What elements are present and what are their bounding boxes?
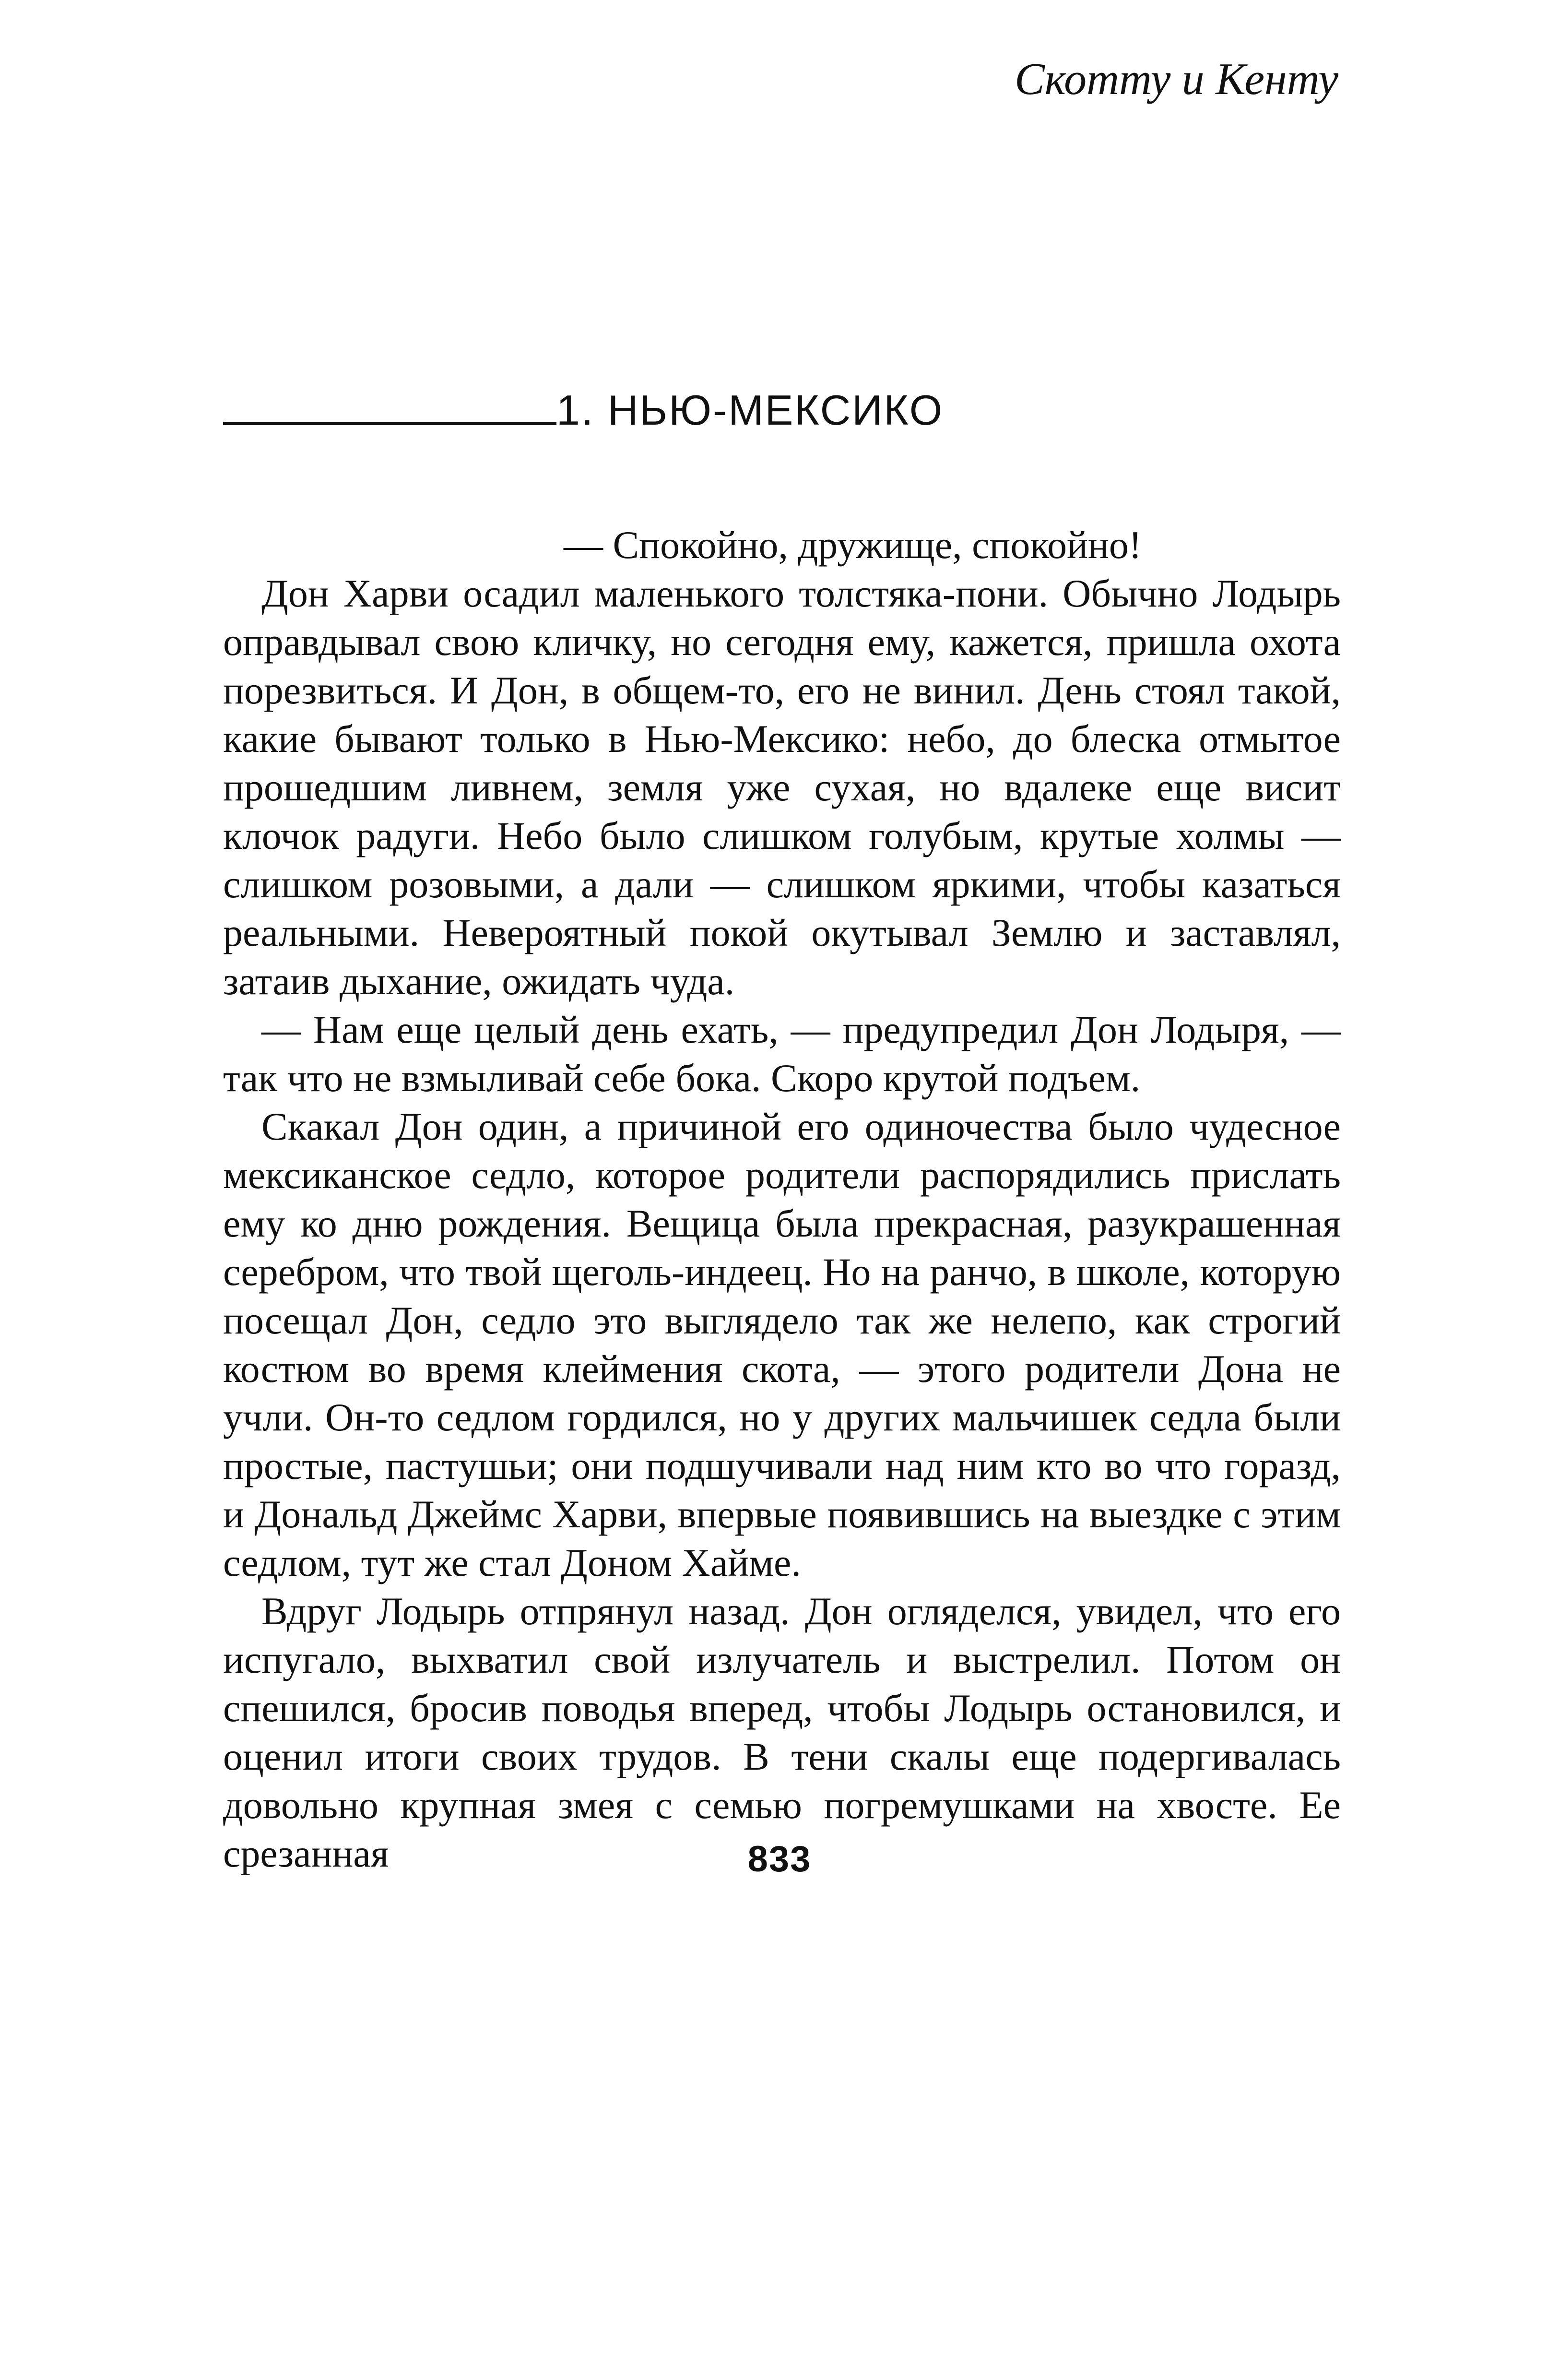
- paragraph-2: Дон Харви осадил маленького толстяка-пони. Обычно Лодырь оправдывал свою кличку, но сегодня ему, кажется, пришла охота порезвиться. И Дон, в общем-то, его не винил. День стоял такой, какие бывают только в Нью-Мексико: небо, до блеска отмытое прошедшим ливнем, земля уже сухая, но вдалеке еще висит клочок радуги. Небо было слишком голубым, крутые холмы — слишком розовыми, а дали — слишком яркими, чтобы казаться реальными. Невероятный покой окутывал Землю и заставлял, затаив дыхание, ожидать чуда.: [223, 571, 1341, 1003]
- paragraph-5: Вдруг Лодырь отпрянул назад. Дон огляделся, увидел, что его испугало, выхватил свой излучатель и выстрелил. Потом он спешился, бросив поводья вперед, чтобы Лодырь остановился, и оценил итоги своих трудов. В тени скалы еще подергивалась довольно крупная змея с семью погремушками на хвосте. Ее срезанная: [223, 1589, 1341, 1875]
- chapter-rule: [223, 422, 556, 425]
- paragraph-4: Скакал Дон один, а причиной его одиночества было чудесное мексиканское седло, которое родители распорядились прислать ему ко дню рождения. Вещица была прекрасная, разукрашенная серебром, что твой щеголь-индеец. Но на ранчо, в школе, которую посещал Дон, седло это выглядело так же нелепо, как строгий костюм во время клеймения скота, — этого родители Дона не учли. Он-то седлом гордился, но у других мальчишек седла были простые, пастушьи; они подшучивали над ним кто во что горазд, и Дональд Джеймс Харви, впервые появившись на выездке с этим седлом, тут же стал Доном Хайме.: [223, 1105, 1341, 1584]
- paragraph-1: — Спокойно, дружище, спокойно!: [564, 523, 1142, 567]
- dedication: Скотту и Кенту: [1015, 54, 1338, 104]
- paragraph-3: — Нам еще целый день ехать, — предупредил Дон Лодыря, — так что не взмыливай себе бока. Скоро крутой подъем.: [223, 1008, 1341, 1100]
- chapter-heading: [223, 379, 1374, 437]
- body-text: [223, 521, 1341, 1878]
- chapter-title: 1. НЬЮ-МЕКСИКО: [556, 386, 944, 434]
- page-number: 833: [747, 1839, 812, 1880]
